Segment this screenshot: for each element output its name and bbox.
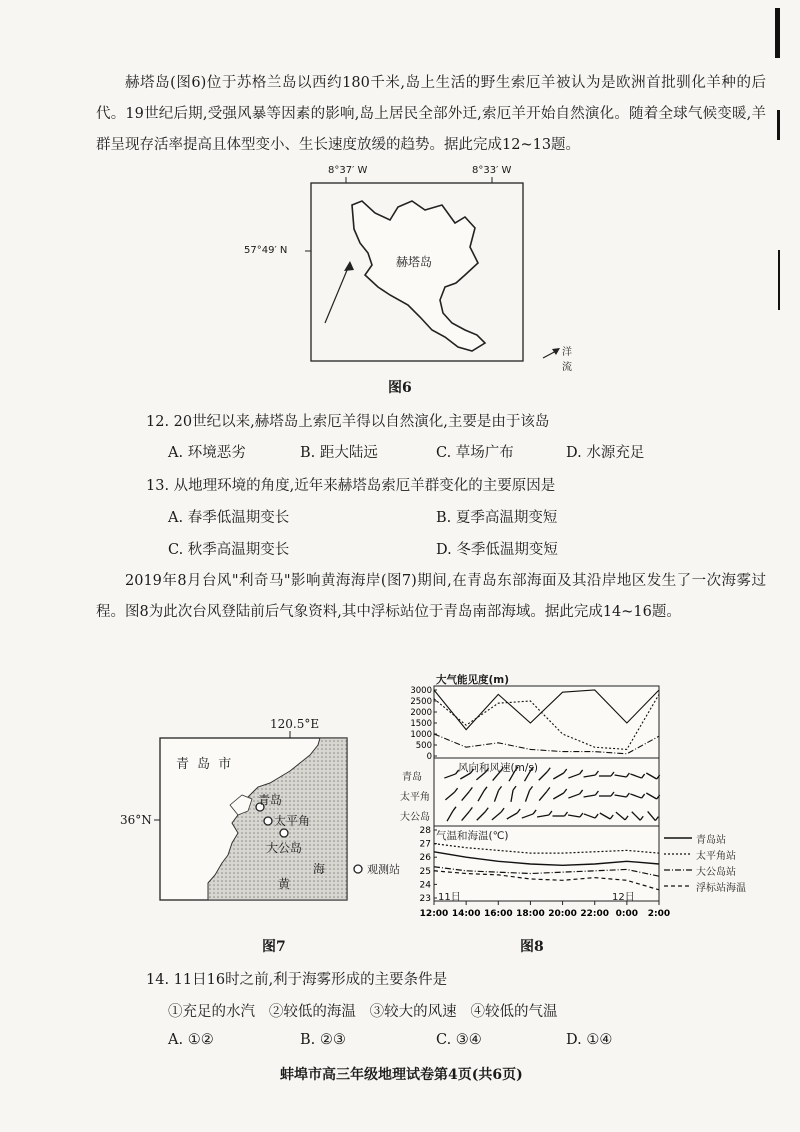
q13-option-b: B. 夏季高温期变短 bbox=[436, 510, 558, 526]
q12-stem: 12. 20世纪以来,赫塔岛上索厄羊得以自然演化,主要是由于该岛 bbox=[146, 414, 550, 430]
temp-ytick-label: 26 bbox=[419, 853, 431, 864]
q14-option-c: C. ③④ bbox=[436, 1032, 482, 1048]
fig8-panel2-title: 风向和风速(m/s) bbox=[458, 762, 538, 774]
fig8-wind-row-dagongdao: 大公岛 bbox=[400, 812, 430, 823]
intro-paragraph-2: 2019年8月台风"利奇马"影响黄海海岸(图7)期间,在青岛东部海面及其沿岸地区发生了一次海雾过程。图8为此次台风登陆前后气象资料,其中浮标站位于青岛南部海域。据此完成14~16题。 bbox=[96, 573, 766, 620]
fig8-wind-row-qingdao: 青岛 bbox=[402, 772, 422, 783]
fig6-island-label: 赫塔岛 bbox=[396, 255, 433, 269]
intro-paragraph-1: 赫塔岛(图6)位于苏格兰岛以西约180千米,岛上生活的野生索厄羊被认为是欧洲首批驯化羊种的后代。19世纪后期,受强风暴等因素的影响,岛上居民全部外迁,索厄羊开始自然演化。随着全球气候变暖,羊群呈现存活率提高且体型变小、生长速度放缓的趋势。据此完成12~13题。 bbox=[96, 75, 766, 153]
fig8-legend-qingdao: 青岛站 bbox=[696, 835, 726, 846]
figure-6 bbox=[240, 165, 580, 373]
temp-xtick-label: 16:00 bbox=[483, 909, 513, 919]
fig8-panel1-title: 大气能见度(m) bbox=[436, 674, 510, 686]
figure-7 bbox=[120, 715, 410, 905]
q14-option-b: B. ②③ bbox=[300, 1032, 346, 1048]
q12-option-b: B. 距大陆远 bbox=[300, 445, 378, 461]
temp-xtick-label: 12:00 bbox=[419, 909, 449, 919]
q13-stem: 13. 从地理环境的角度,近年来赫塔岛索厄羊群变化的主要原因是 bbox=[146, 478, 556, 494]
temp-xtick-label: 2:00 bbox=[647, 909, 671, 919]
fig6-lon-left: 8°37′ W bbox=[328, 165, 368, 176]
scan-edge-mark bbox=[778, 250, 780, 310]
fig8-date-11: 11日 bbox=[438, 892, 461, 903]
fig6-lat: 57°49′ N bbox=[244, 245, 288, 256]
q13-option-c: C. 秋季高温期变长 bbox=[168, 542, 290, 558]
vis-ytick-label: 1000 bbox=[410, 730, 432, 740]
q13-option-a: A. 春季低温期变长 bbox=[168, 510, 290, 526]
vis-ytick-label: 500 bbox=[415, 741, 432, 751]
temp-ytick-label: 27 bbox=[419, 839, 431, 850]
scan-edge-mark bbox=[775, 8, 780, 58]
temp-xtick-label: 0:00 bbox=[615, 909, 639, 919]
fig8-legend-buoy: 浮标站海温 bbox=[696, 883, 746, 894]
vis-ytick-label: 2500 bbox=[410, 697, 432, 707]
fig7-sea-label-2: 黄 bbox=[278, 877, 291, 891]
q14-option-a: A. ①② bbox=[168, 1032, 214, 1048]
q14-option-d: D. ①④ bbox=[566, 1032, 613, 1048]
figure-8 bbox=[400, 668, 770, 928]
fig7-city-label: 青 岛 市 bbox=[176, 757, 234, 772]
fig7-station-dagongdao: 大公岛 bbox=[266, 841, 303, 855]
fig8-date-12: 12日 bbox=[612, 892, 635, 903]
q12-option-a: A. 环境恶劣 bbox=[168, 445, 246, 461]
fig6-current-label: 洋流 bbox=[562, 347, 572, 373]
fig8-legend-taipingjiao: 太平角站 bbox=[696, 851, 736, 862]
temp-ytick-label: 25 bbox=[419, 866, 431, 877]
temp-xtick-label: 22:00 bbox=[580, 909, 610, 919]
vis-ytick-label: 3000 bbox=[410, 686, 432, 696]
temp-ytick-label: 28 bbox=[419, 826, 431, 836]
temp-xtick-label: 14:00 bbox=[451, 909, 481, 919]
fig6-lon-right: 8°33′ W bbox=[472, 165, 512, 176]
q12-option-d: D. 水源充足 bbox=[566, 445, 645, 461]
vis-ytick-label: 0 bbox=[426, 752, 432, 762]
fig7-lat: 36°N bbox=[120, 813, 152, 827]
fig7-station-taipingjiao: 太平角 bbox=[274, 814, 311, 828]
temp-xtick-label: 20:00 bbox=[548, 909, 577, 919]
q14-items: ①充足的水汽 ②较低的海温 ③较大的风速 ④较低的气温 bbox=[168, 1004, 558, 1020]
scan-edge-mark bbox=[777, 110, 780, 140]
fig7-lon: 120.5°E bbox=[270, 717, 320, 731]
fig7-sea-label-1: 海 bbox=[313, 862, 326, 876]
temp-ytick-label: 24 bbox=[419, 880, 431, 891]
q13-option-d: D. 冬季低温期变短 bbox=[436, 542, 558, 558]
temp-xtick-label: 18:00 bbox=[516, 909, 545, 919]
fig8-panel3-title: 气温和海温(℃) bbox=[436, 830, 509, 842]
fig7-station-qingdao: 青岛 bbox=[258, 793, 283, 807]
temp-ytick-label: 23 bbox=[419, 894, 431, 904]
q12-option-c: C. 草场广布 bbox=[436, 445, 514, 461]
page-footer: 蚌埠市高三年级地理试卷第4页(共6页) bbox=[280, 1067, 523, 1083]
q14-stem: 14. 11日16时之前,利于海雾形成的主要条件是 bbox=[146, 972, 448, 988]
fig8-caption: 图8 bbox=[520, 939, 544, 955]
fig8-legend-dagongdao: 大公岛站 bbox=[696, 867, 736, 878]
fig7-caption: 图7 bbox=[262, 939, 286, 955]
fig6-caption: 图6 bbox=[388, 380, 412, 396]
vis-ytick-label: 1500 bbox=[410, 719, 432, 729]
vis-ytick-label: 2000 bbox=[410, 708, 432, 718]
fig8-wind-row-taipingjiao: 太平角 bbox=[400, 792, 430, 803]
fig7-legend: 观测站 bbox=[367, 863, 400, 876]
